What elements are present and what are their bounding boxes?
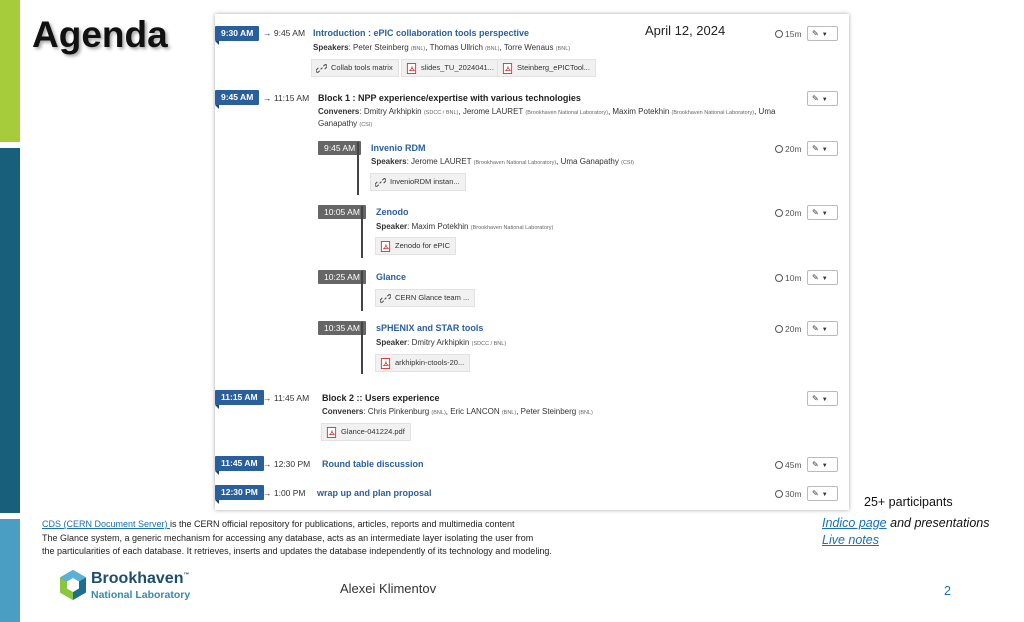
caret-down-icon: ▼ [821, 397, 828, 403]
timeline-line [357, 142, 359, 195]
pencil-icon: ✎ [812, 94, 819, 103]
logo-name: Brookhaven™ [91, 570, 190, 587]
clock-icon [775, 145, 783, 153]
pencil-icon: ✎ [812, 273, 819, 282]
start-time-badge: 11:45 AM [215, 456, 264, 471]
caret-down-icon: ▼ [821, 492, 828, 498]
presentations-text: and presentations [886, 516, 990, 530]
speakers-line: Speaker: Maxim Potekhin (Brookhaven National Laboratory) [376, 222, 554, 231]
sub-start-time: 10:25 AM [318, 270, 366, 284]
attachment-link[interactable]: InvenioRDM instan... [370, 173, 466, 191]
side-bar-light-blue [0, 519, 20, 622]
pencil-icon: ✎ [812, 324, 819, 333]
note-line: is the CERN official repository for publications, articles, reports and multimedia content [170, 519, 515, 529]
logo-subtitle: National Laboratory [91, 589, 191, 601]
cds-glance-note [42, 518, 552, 559]
link-icon [375, 177, 386, 188]
pencil-icon: ✎ [812, 144, 819, 153]
caret-down-icon: ▼ [821, 276, 828, 282]
person-affiliation: (BNL) [431, 410, 446, 416]
caret-down-icon: ▼ [821, 32, 828, 38]
pdf-icon [406, 63, 417, 74]
person-affiliation: (CSI) [359, 122, 373, 128]
pdf-icon [326, 427, 337, 438]
item-title-round-table[interactable]: Round table discussion [322, 459, 424, 469]
person-affiliation: (SDCC / BNL) [471, 341, 507, 347]
person-name: Jerome LAURET [411, 157, 472, 166]
item-title-block-2[interactable]: Block 2 :: Users experience [322, 393, 440, 403]
edit-button[interactable] [807, 91, 838, 106]
side-bar-teal [0, 148, 20, 513]
edit-button[interactable] [807, 457, 838, 472]
clock-icon [775, 209, 783, 217]
person-name: Uma [758, 107, 776, 116]
person-name: Dmitry Arkhipkin [363, 107, 422, 116]
attachment-link[interactable]: Collab tools matrix [311, 59, 399, 77]
caret-down-icon: ▼ [821, 147, 828, 153]
person-affiliation: (Brookhaven National Laboratory) [525, 110, 608, 116]
person-affiliation: (BNL) [410, 46, 426, 52]
speakers-line: Speakers: Peter Steinberg (BNL), Thomas Ullrich (BNL), Torre Wenaus (BNL) [313, 43, 571, 52]
pdf-icon [502, 63, 513, 74]
attachment-pdf[interactable]: slides_TU_2024041... [401, 59, 500, 77]
side-bar-green [0, 0, 20, 142]
author-name: Alexei Klimentov [340, 581, 437, 596]
pencil-icon: ✎ [812, 460, 819, 469]
person-name: Peter Steinberg [353, 43, 409, 52]
person-affiliation: (BNL) [578, 410, 593, 416]
person-affiliation: (Brookhaven National Laboratory) [473, 160, 557, 166]
pencil-icon: ✎ [812, 394, 819, 403]
person-affiliation: (Brookhaven National Laboratory) [671, 110, 755, 116]
person-affiliation: (Brookhaven National Laboratory) [470, 225, 554, 231]
attachment-link[interactable]: CERN Glance team ... [375, 289, 475, 307]
clock-icon [775, 30, 783, 38]
person-name: Maxim Potekhin [411, 222, 469, 231]
pencil-icon: ✎ [812, 489, 819, 498]
clock-icon [775, 490, 783, 498]
agenda-date: April 12, 2024 [645, 23, 726, 38]
person-name: Thomas Ullrich [429, 43, 483, 52]
pencil-icon: ✎ [812, 208, 819, 217]
edit-button[interactable] [807, 391, 838, 406]
attachment-pdf[interactable]: Zenodo for ePIC [375, 237, 456, 255]
duration: 15m [775, 29, 802, 39]
conveners-line: Conveners: Chris Pinkenburg (BNL), Eric LANCON (BNL), Peter Steinberg (BNL) [322, 407, 593, 416]
duration: 30m [775, 489, 802, 499]
link-icon [380, 293, 391, 304]
duration: 20m [775, 144, 802, 154]
attachment-pdf[interactable]: Steinberg_ePICTool... [497, 59, 596, 77]
person-name: Eric LANCON [450, 407, 500, 416]
slide-title: Agenda [32, 14, 168, 55]
edit-button[interactable] [807, 270, 838, 285]
note-line: the particularities of each database. It retrieves, inserts and updates the database independently of its technology and modeling. [42, 546, 552, 556]
clock-icon [775, 461, 783, 469]
sub-title-sphenix-star[interactable]: sPHENIX and STAR tools [376, 323, 484, 333]
sub-start-time: 10:05 AM [318, 205, 366, 219]
sub-title-glance[interactable]: Glance [376, 272, 407, 282]
page-number: 2 [944, 584, 951, 598]
sub-start-time: 9:45 AM [318, 141, 361, 155]
person-name: Dmitry Arkhipkin [411, 338, 470, 347]
person-name: Chris Pinkenburg [367, 407, 430, 416]
person-name: Ganapathy [318, 119, 358, 128]
end-time: → 9:45 AM [263, 28, 306, 38]
person-name: Peter Steinberg [520, 407, 577, 416]
edit-button[interactable] [807, 141, 838, 156]
person-affiliation: (BNL) [555, 46, 571, 52]
timeline-line [361, 322, 363, 374]
caret-down-icon: ▼ [821, 211, 828, 217]
edit-button[interactable] [807, 321, 838, 336]
start-time-badge: 11:15 AM [215, 390, 264, 405]
edit-button[interactable] [807, 205, 838, 220]
person-affiliation: (SDCC / BNL) [423, 110, 459, 116]
person-affiliation: (BNL) [501, 410, 517, 416]
speakers-line: Speaker: Dmitry Arkhipkin (SDCC / BNL) [376, 338, 507, 347]
sub-title-zenodo[interactable]: Zenodo [376, 207, 409, 217]
speakers-label: Speakers [371, 157, 407, 166]
caret-down-icon: ▼ [821, 463, 828, 469]
link-icon [316, 63, 327, 74]
attachment-pdf[interactable]: arkhipkin-ctools-20... [375, 354, 470, 372]
sub-start-time: 10:35 AM [318, 321, 366, 335]
item-title-block-1[interactable]: Block 1 : NPP experience/expertise with various technologies [318, 93, 581, 103]
pdf-icon [380, 241, 391, 252]
participants-count: 25+ participants [864, 495, 953, 509]
item-title-introduction[interactable]: Introduction : ePIC collaboration tools perspective [313, 28, 530, 38]
end-time: → 11:45 AM [263, 393, 310, 403]
clock-icon [775, 325, 783, 333]
conveners-line-2 [318, 119, 372, 128]
item-title-wrap-up[interactable]: wrap up and plan proposal [317, 488, 432, 498]
person-affiliation: (BNL) [485, 46, 500, 52]
live-notes-link[interactable]: Live notes [822, 533, 879, 547]
attachment-pdf[interactable]: Glance-041224.pdf [321, 423, 411, 441]
person-name: Uma Ganapathy [560, 157, 619, 166]
cds-link[interactable]: CDS (CERN Document Server) [42, 519, 171, 529]
links-block [822, 515, 990, 549]
end-time: → 1:00 PM [263, 488, 306, 498]
duration: 45m [775, 460, 802, 470]
pencil-icon: ✎ [812, 29, 819, 38]
conveners-line: Conveners: Dmitry Arkhipkin (SDCC / BNL), Jerome LAURET (Brookhaven National Laboratory), Maxim Potekhin (Brookhaven National Laboratory), Uma [318, 107, 776, 116]
note-line: The Glance system, a generic mechanism for accessing any database, acts as an intermediate layer isolating the user from [42, 532, 534, 543]
person-affiliation: (CSI) [621, 160, 634, 166]
start-time-badge: 9:30 AM [215, 26, 259, 41]
sub-title-invenio-rdm[interactable]: Invenio RDM [371, 143, 426, 153]
edit-button[interactable] [807, 486, 838, 501]
person-name: Maxim Potekhin [612, 107, 670, 116]
speakers-label: Speaker [376, 222, 408, 231]
start-time-badge: 9:45 AM [215, 90, 259, 105]
edit-button[interactable] [807, 26, 838, 41]
timeline-line [361, 271, 363, 311]
end-time: → 12:30 PM [263, 459, 311, 469]
brookhaven-logo-icon [58, 569, 88, 601]
indico-page-link[interactable]: Indico page [822, 516, 887, 530]
caret-down-icon: ▼ [821, 97, 828, 103]
person-name: Torre Wenaus [503, 43, 554, 52]
speakers-label: Speaker [376, 338, 408, 347]
person-name: Jerome LAURET [462, 107, 524, 116]
conveners-label: Conveners [322, 407, 364, 416]
speakers-line: Speakers: Jerome LAURET (Brookhaven National Laboratory), Uma Ganapathy (CSI) [371, 157, 634, 166]
pdf-icon [380, 358, 391, 369]
caret-down-icon: ▼ [821, 327, 828, 333]
timeline-line [361, 206, 363, 258]
end-time: → 11:15 AM [263, 93, 310, 103]
duration: 10m [775, 273, 802, 283]
speakers-label: Speakers [313, 43, 349, 52]
conveners-label: Conveners [318, 107, 360, 116]
start-time-badge: 12:30 PM [215, 485, 264, 500]
clock-icon [775, 274, 783, 282]
duration: 20m [775, 208, 802, 218]
duration: 20m [775, 324, 802, 334]
agenda-timetable [215, 14, 849, 510]
